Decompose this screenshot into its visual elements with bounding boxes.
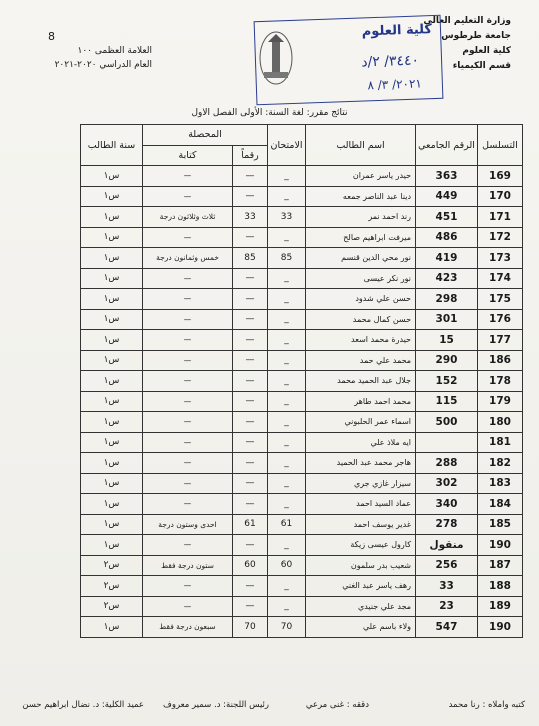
cell-id: 419 [416, 248, 478, 269]
cell-exam: _ [268, 535, 306, 556]
college: كلية العلوم [462, 46, 511, 56]
col-words: كتابة [143, 145, 233, 166]
cell-serial: 188 [478, 576, 523, 597]
cell-digits: — [233, 309, 268, 330]
cell-year: س١ [81, 535, 143, 556]
cell-exam: _ [268, 330, 306, 351]
cell-digits: — [233, 494, 268, 515]
table-row [81, 330, 523, 351]
cell-name: هاجر محمد عبد الحميد [306, 453, 416, 474]
cell-name: حسن كمال محمد [306, 309, 416, 330]
cell-exam: 61 [268, 514, 306, 535]
cell-name: ايه ملاذ علي [306, 432, 416, 453]
signature-committee: رئيس اللجنة: د. سمير معروف [163, 700, 269, 710]
cell-digits: 85 [233, 248, 268, 269]
cell-name: محمد علي حمد [306, 350, 416, 371]
cell-name: حيدر ياسر عمران [306, 166, 416, 187]
cell-id: 486 [416, 227, 478, 248]
cell-words: ثلاث وثلاثون درجة [143, 207, 233, 228]
cell-id: 115 [416, 391, 478, 412]
table-row [81, 166, 523, 187]
cell-year: س٢ [81, 555, 143, 576]
cell-digits: — [233, 432, 268, 453]
col-result: المحصلة [143, 125, 268, 146]
cell-id [416, 432, 478, 453]
table-row [81, 535, 523, 556]
stamp-number: ٣٤٤٠/ ٢/د [361, 52, 420, 71]
cell-exam: _ [268, 371, 306, 392]
cell-id: 278 [416, 514, 478, 535]
table-row [81, 576, 523, 597]
cell-exam: _ [268, 350, 306, 371]
cell-exam: _ [268, 268, 306, 289]
cell-id: 256 [416, 555, 478, 576]
cell-serial: 173 [478, 248, 523, 269]
cell-words: — [143, 494, 233, 515]
results-table [80, 124, 523, 638]
cell-year: س٢ [81, 596, 143, 617]
cell-serial: 175 [478, 289, 523, 310]
cell-digits: 61 [233, 514, 268, 535]
cell-digits: 70 [233, 617, 268, 638]
cell-digits: — [233, 453, 268, 474]
cell-exam: _ [268, 309, 306, 330]
cell-id: 302 [416, 473, 478, 494]
cell-words: — [143, 412, 233, 433]
cell-id: 288 [416, 453, 478, 474]
cell-words: — [143, 227, 233, 248]
cell-exam: _ [268, 186, 306, 207]
cell-exam: _ [268, 596, 306, 617]
cell-digits: 60 [233, 555, 268, 576]
cell-serial: 186 [478, 350, 523, 371]
cell-year: س٢ [81, 576, 143, 597]
cell-digits: — [233, 391, 268, 412]
cell-digits: — [233, 227, 268, 248]
cell-serial: 187 [478, 555, 523, 576]
table-row [81, 473, 523, 494]
signature-checker: دققه : غنى مرعي [305, 700, 369, 710]
cell-digits: — [233, 596, 268, 617]
cell-id: 340 [416, 494, 478, 515]
document-subtitle: نتائج مقرر: لغة السنة: الأولى الفصل الاول [191, 108, 348, 118]
cell-year: س١ [81, 617, 143, 638]
cell-words: — [143, 535, 233, 556]
cell-id: 152 [416, 371, 478, 392]
cell-id: 298 [416, 289, 478, 310]
academic-year: العام الدراسي ٢٠٢٠-٢٠٢١ [54, 60, 152, 70]
table-row [81, 391, 523, 412]
cell-words: خمس وثمانون درجة [143, 248, 233, 269]
cell-id: 449 [416, 186, 478, 207]
header-left [52, 44, 152, 72]
cell-exam: _ [268, 494, 306, 515]
cell-serial: 178 [478, 371, 523, 392]
stamp-date: ٢٠٢١/ ٣/ ٨ [367, 76, 423, 93]
cell-year: س١ [81, 412, 143, 433]
cell-id: 290 [416, 350, 478, 371]
cell-id: 33 [416, 576, 478, 597]
cell-name: جلال عبد الحميد محمد [306, 371, 416, 392]
department: قسم الكيمياء [452, 61, 511, 71]
cell-year: س١ [81, 453, 143, 474]
cell-words: — [143, 186, 233, 207]
cell-year: س١ [81, 391, 143, 412]
cell-words: — [143, 268, 233, 289]
cell-id: 500 [416, 412, 478, 433]
cell-name: سيزار غازي جري [306, 473, 416, 494]
cell-words: — [143, 432, 233, 453]
cell-exam: _ [268, 432, 306, 453]
cell-id: 15 [416, 330, 478, 351]
cell-digits: — [233, 412, 268, 433]
signature-writer: كتبه واملاه : رنا محمد [448, 700, 525, 710]
cell-serial: 171 [478, 207, 523, 228]
cell-serial: 170 [478, 186, 523, 207]
cell-year: س١ [81, 166, 143, 187]
cell-words: سبعون درجة فقط [143, 617, 233, 638]
cell-words: — [143, 391, 233, 412]
university: جامعة طرطوس [441, 31, 511, 41]
cell-exam: 70 [268, 617, 306, 638]
stamp-title: كلية العلوم [361, 22, 433, 40]
table-row [81, 268, 523, 289]
cell-words: — [143, 596, 233, 617]
cell-serial: 179 [478, 391, 523, 412]
cell-name: عماد السيد احمد [306, 494, 416, 515]
cell-exam: _ [268, 391, 306, 412]
cell-name: اسماء عمر الحلبوني [306, 412, 416, 433]
col-id: الرقم الجامعي [416, 125, 478, 166]
col-serial: التسلسل [478, 125, 523, 166]
cell-words: — [143, 473, 233, 494]
cell-name: حسن علي شدود [306, 289, 416, 310]
table-row [81, 514, 523, 535]
cell-words: — [143, 309, 233, 330]
cell-id: 451 [416, 207, 478, 228]
cell-serial: 190 [478, 535, 523, 556]
cell-year: س١ [81, 371, 143, 392]
cell-name: محمد احمد طاهر [306, 391, 416, 412]
cell-year: س١ [81, 330, 143, 351]
max-mark: العلامة العظمى ١٠٠ [77, 46, 152, 56]
cell-serial: 181 [478, 432, 523, 453]
col-name: اسم الطالب [306, 125, 416, 166]
cell-digits: — [233, 289, 268, 310]
table-row [81, 494, 523, 515]
cell-year: س١ [81, 514, 143, 535]
cell-exam: 60 [268, 555, 306, 576]
table-row [81, 596, 523, 617]
cell-name: ولاء باسم علي [306, 617, 416, 638]
cell-serial: 174 [478, 268, 523, 289]
col-exam: الامتحان [268, 125, 306, 166]
col-year: سنة الطالب [81, 125, 143, 166]
cell-year: س١ [81, 186, 143, 207]
cell-serial: 180 [478, 412, 523, 433]
table-row [81, 309, 523, 330]
cell-serial: 182 [478, 453, 523, 474]
cell-serial: 172 [478, 227, 523, 248]
cell-digits: — [233, 186, 268, 207]
cell-digits: — [233, 350, 268, 371]
cell-exam: _ [268, 412, 306, 433]
cell-year: س١ [81, 289, 143, 310]
cell-serial: 183 [478, 473, 523, 494]
cell-exam: _ [268, 166, 306, 187]
cell-exam: _ [268, 227, 306, 248]
cell-year: س١ [81, 432, 143, 453]
cell-name: دينا عبد الناصر جمعه [306, 186, 416, 207]
cell-digits: 33 [233, 207, 268, 228]
col-digits: رقماً [233, 145, 268, 166]
cell-words: — [143, 330, 233, 351]
cell-serial: 189 [478, 596, 523, 617]
table-row [81, 555, 523, 576]
table-row [81, 289, 523, 310]
cell-year: س١ [81, 309, 143, 330]
cell-digits: — [233, 535, 268, 556]
cell-name: نور نكر عيسى [306, 268, 416, 289]
cell-serial: 184 [478, 494, 523, 515]
cell-id: 363 [416, 166, 478, 187]
cell-year: س١ [81, 207, 143, 228]
cell-serial: 169 [478, 166, 523, 187]
table-row [81, 432, 523, 453]
cell-id: 23 [416, 596, 478, 617]
cell-year: س١ [81, 350, 143, 371]
cell-name: ميرفت ابراهيم صالح [306, 227, 416, 248]
cell-digits: — [233, 166, 268, 187]
cell-exam: _ [268, 453, 306, 474]
cell-serial: 176 [478, 309, 523, 330]
table-row [81, 617, 523, 638]
table-row [81, 248, 523, 269]
cell-id: منقول [416, 535, 478, 556]
cell-words: — [143, 350, 233, 371]
cell-digits: — [233, 576, 268, 597]
cell-name: شعيب بدر سلمون [306, 555, 416, 576]
cell-id: 423 [416, 268, 478, 289]
cell-year: س١ [81, 227, 143, 248]
cell-exam: _ [268, 576, 306, 597]
cell-year: س١ [81, 248, 143, 269]
cell-name: غدير يوسف احمد [306, 514, 416, 535]
cell-words: — [143, 166, 233, 187]
cell-digits: — [233, 268, 268, 289]
cell-year: س١ [81, 473, 143, 494]
cell-year: س١ [81, 268, 143, 289]
table-row [81, 453, 523, 474]
table-row [81, 350, 523, 371]
table-row [81, 371, 523, 392]
cell-exam: _ [268, 289, 306, 310]
cell-exam: _ [268, 473, 306, 494]
cell-digits: — [233, 330, 268, 351]
cell-name: حيدرة محمد اسعد [306, 330, 416, 351]
signature-dean: عميد الكلية: د. نضال ابراهيم حسن [22, 700, 144, 710]
cell-digits: — [233, 371, 268, 392]
table-row [81, 186, 523, 207]
cell-name: نور محي الدين قنسم [306, 248, 416, 269]
cell-words: — [143, 576, 233, 597]
cell-words: احدى وستون درجة [143, 514, 233, 535]
university-logo-icon [258, 28, 294, 88]
table-row [81, 207, 523, 228]
cell-name: مجد علي جنيدي [306, 596, 416, 617]
table-row [81, 412, 523, 433]
cell-id: 301 [416, 309, 478, 330]
cell-id: 547 [416, 617, 478, 638]
ministry: وزارة التعليم العالي [423, 16, 511, 26]
cell-words: — [143, 289, 233, 310]
cell-name: رهف ياسر عبد الغني [306, 576, 416, 597]
page-number: 8 [48, 30, 55, 43]
cell-words: — [143, 453, 233, 474]
cell-year: س١ [81, 494, 143, 515]
cell-digits: — [233, 473, 268, 494]
table-row [81, 227, 523, 248]
cell-name: رند احمد نمر [306, 207, 416, 228]
cell-exam: 33 [268, 207, 306, 228]
cell-exam: 85 [268, 248, 306, 269]
cell-words: ستون درجة فقط [143, 555, 233, 576]
cell-serial: 190 [478, 617, 523, 638]
cell-words: — [143, 371, 233, 392]
cell-serial: 177 [478, 330, 523, 351]
cell-name: كارول عيسى زيكة [306, 535, 416, 556]
cell-serial: 185 [478, 514, 523, 535]
